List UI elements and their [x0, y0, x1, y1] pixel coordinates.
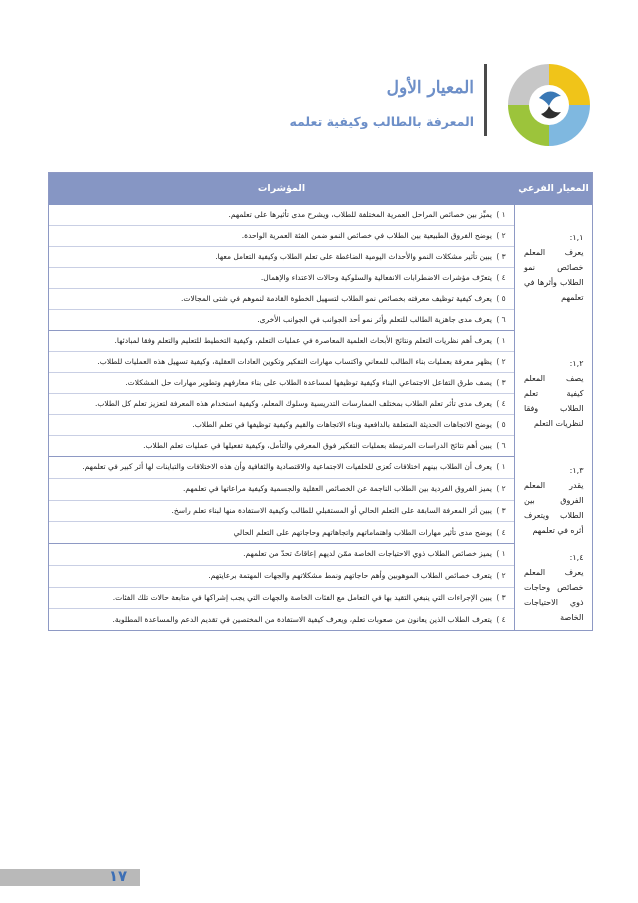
indicator-text: يعرف أهم نظريات التعلم ونتائج الأبحاث العلمية المعاصرة في عمليات التعلم، وكيفية التخطيط للتعليم والتعلم وفقا لمبادئها. [114, 336, 492, 345]
table-row [49, 522, 593, 544]
indicator-cell [49, 609, 515, 631]
indicator-text: يعرف مدى جاهزية الطالب للتعلم وأثر نمو أحد الجوانب في الجوانب الأخرى. [257, 315, 492, 324]
indicator-number: ١ ) [496, 210, 506, 219]
table-row [49, 478, 593, 500]
indicator-cell [49, 331, 515, 352]
indicator-cell [49, 247, 515, 268]
table-row [49, 500, 593, 522]
indicator-cell [49, 522, 515, 544]
table-row [49, 205, 593, 226]
indicator-text: يتعرف خصائص الطلاب الموهوبين وأهم حاجاتهم ونمط مشكلاتهم والجهات المهتمة برعايتهم. [208, 571, 492, 581]
indicator-text: يبين تأثير مشكلات النمو والأحداث اليومية الضاغطة على تعلم الطلاب وكيفية التعامل معها. [215, 252, 492, 261]
indicator-number: ١ ) [496, 462, 506, 472]
indicator-text: يوضح الاتجاهات الحديثة المتعلقة بالدافعية وبناء الاتجاهات والقيم وكيفية توظيفها في تعلم الطلاب. [192, 420, 492, 429]
table-row [49, 609, 593, 631]
table-row [49, 544, 593, 566]
indicator-cell [49, 226, 515, 247]
standards-logo-icon [505, 62, 593, 148]
indicator-number: ٢ ) [496, 571, 506, 581]
sub-standard-cell [515, 457, 593, 544]
indicator-cell [49, 373, 515, 394]
page-number: ١٧ [108, 867, 128, 885]
table-row [49, 289, 593, 310]
sub-standard-cell [515, 544, 593, 631]
sub-standard-number: ١,١: [569, 233, 584, 243]
sub-standard-text: يصف المعلم كيفية تعلم الطلاب وفقا لنظريات التعلم [524, 374, 584, 428]
indicator-number: ٣ ) [496, 378, 506, 387]
indicator-text: يميِّز بين خصائص المراحل العمرية المختلفة للطلاب، ويشرح مدى تأثيرها على تعلمهم. [228, 210, 492, 219]
page-subtitle: المعرفة بالطالب وكيفية تعلمه [289, 114, 474, 129]
standards-table [48, 172, 593, 631]
indicator-cell [49, 565, 515, 587]
indicator-text: يميز الفروق الفردية بين الطلاب الناجمة عن الخصائص العقلية والجسمية وكيفية مراعاتها في تعلمهم. [182, 484, 492, 494]
indicator-cell [49, 478, 515, 500]
table-row [49, 310, 593, 331]
column-header-indicators: المؤشرات [49, 173, 515, 205]
indicator-cell [49, 544, 515, 566]
indicator-cell [49, 436, 515, 457]
indicator-cell [49, 268, 515, 289]
sub-standard-cell [515, 205, 593, 331]
indicator-cell [49, 415, 515, 436]
indicator-number: ٤ ) [496, 399, 506, 408]
table-row [49, 352, 593, 373]
table-row [49, 587, 593, 609]
indicator-number: ٢ ) [496, 484, 506, 494]
table-row [49, 331, 593, 352]
indicator-number: ٣ ) [496, 592, 506, 602]
indicator-text: يوضح الفروق الطبيعية بين الطلاب في خصائص النمو ضمن الفئة العمرية الواحدة. [241, 231, 492, 240]
indicator-cell [49, 310, 515, 331]
indicator-number: ٦ ) [496, 315, 506, 324]
indicator-cell [49, 457, 515, 479]
title-divider [484, 64, 487, 136]
table-row [49, 415, 593, 436]
indicator-text: يعرف أن الطلاب بينهم اختلافات تُعزى للخلفيات الاجتماعية والاقتصادية والثقافية وأن هذه الاختلافات والتباينات لها أثر كبير في تعلمهم. [82, 462, 492, 472]
table-body [49, 205, 593, 631]
table-header-row [49, 173, 593, 205]
indicator-number: ٣ ) [496, 505, 506, 515]
sub-standard-number: ١,٤: [569, 552, 584, 562]
table-row [49, 436, 593, 457]
indicator-cell [49, 205, 515, 226]
table-row [49, 226, 593, 247]
indicator-number: ٢ ) [496, 231, 506, 240]
indicator-text: يميز خصائص الطلاب ذوي الاحتياجات الخاصة ممّن لديهم إعاقاتٌ تحدّ من تعلمهم. [243, 549, 492, 559]
table-row [49, 457, 593, 479]
indicator-cell [49, 587, 515, 609]
indicator-number: ٤ ) [496, 273, 506, 282]
table-row [49, 268, 593, 289]
indicator-text: يصف طرق التفاعل الاجتماعي البناء وكيفية توظيفها لمساعدة الطلاب على بناء معارفهم وتطوير مهارات حل المشكلات. [125, 378, 492, 387]
column-header-sub-standard: المعيار الفرعي [515, 173, 593, 205]
table-row [49, 373, 593, 394]
indicator-number: ٦ ) [496, 441, 506, 450]
indicator-text: يبين الإجراءات التي ينبغي التقيد بها في التعامل مع الفئات الخاصة والجهات التي يجب إشراكها في متابعة حالات تلك الفئات. [112, 592, 492, 602]
indicator-text: يعرف مدى تأثر تعلم الطلاب بمختلف الممارسات التدريسية وسلوك المعلم، وكيفية استخدام هذه المعرفة لتعزيز تعلم كل الطلاب. [94, 399, 492, 408]
indicator-text: يظهر معرفة بعمليات بناء الطالب للمعاني واكتساب مهارات التفكير وتكوين العادات العقلية، وكيفية تسهيل هذه العمليات للطلاب. [97, 357, 492, 366]
indicator-number: ٣ ) [496, 252, 506, 261]
indicator-cell [49, 394, 515, 415]
indicator-text: يبين أثر المعرفة السابقة على التعلم الحالي أو المستقبلي للطالب وكيفية الاستفادة منها لبناء تعلم راسخ. [171, 505, 492, 515]
indicator-number: ٥ ) [496, 420, 506, 429]
indicator-number: ٤ ) [496, 527, 506, 537]
sub-standard-text: يعرف المعلم خصائص وحاجات ذوي الاحتياجات الخاصة [524, 567, 584, 622]
table-row [49, 247, 593, 268]
table-row [49, 565, 593, 587]
indicator-cell [49, 352, 515, 373]
indicator-number: ٢ ) [496, 357, 506, 366]
sub-standard-number: ١,٣: [569, 465, 584, 475]
sub-standard-cell [515, 331, 593, 457]
indicator-number: ١ ) [496, 549, 506, 559]
indicator-number: ٤ ) [496, 614, 506, 624]
sub-standard-text: يقدر المعلم الفروق بين الطلاب ويتعرف أثره في تعلمهم [524, 480, 584, 535]
indicator-text: يبين أهم نتائج الدراسات المرتبطة بعمليات التفكير فوق المعرفي والتأمل، وكيفية تفعيلها في عمليات تعلم الطلاب. [143, 441, 492, 450]
page-title: المعيار الأول [386, 78, 474, 98]
indicator-text: يتعرف الطلاب الذين يعانون من صعوبات تعلم، ويعرف كيفية الاستفادة من المختصين في تقديم الدعم والمساعدة المطلوبة. [112, 614, 492, 624]
table-row [49, 394, 593, 415]
indicator-cell [49, 500, 515, 522]
indicator-text: يوضح مدى تأثير مهارات الطلاب واهتماماتهم واتجاهاتهم وحاجاتهم على التعلم الحالي [233, 527, 492, 537]
indicator-number: ١ ) [496, 336, 506, 345]
indicator-text: يتعرّف مؤشرات الاضطرابات الانفعالية والسلوكية وحالات الاعتداء والإهمال. [260, 273, 492, 282]
sub-standard-number: ١,٢: [569, 359, 584, 368]
sub-standard-text: يعرف المعلم خصائص نمو الطلاب وأثرها في تعلمهم [524, 248, 584, 303]
indicator-number: ٥ ) [496, 294, 506, 303]
indicator-text: يعرف كيفية توظيف معرفته بخصائص نمو الطلاب لتسهيل الخطوة القادمة لنموهم في شتى المجالات. [181, 294, 492, 303]
indicator-cell [49, 289, 515, 310]
